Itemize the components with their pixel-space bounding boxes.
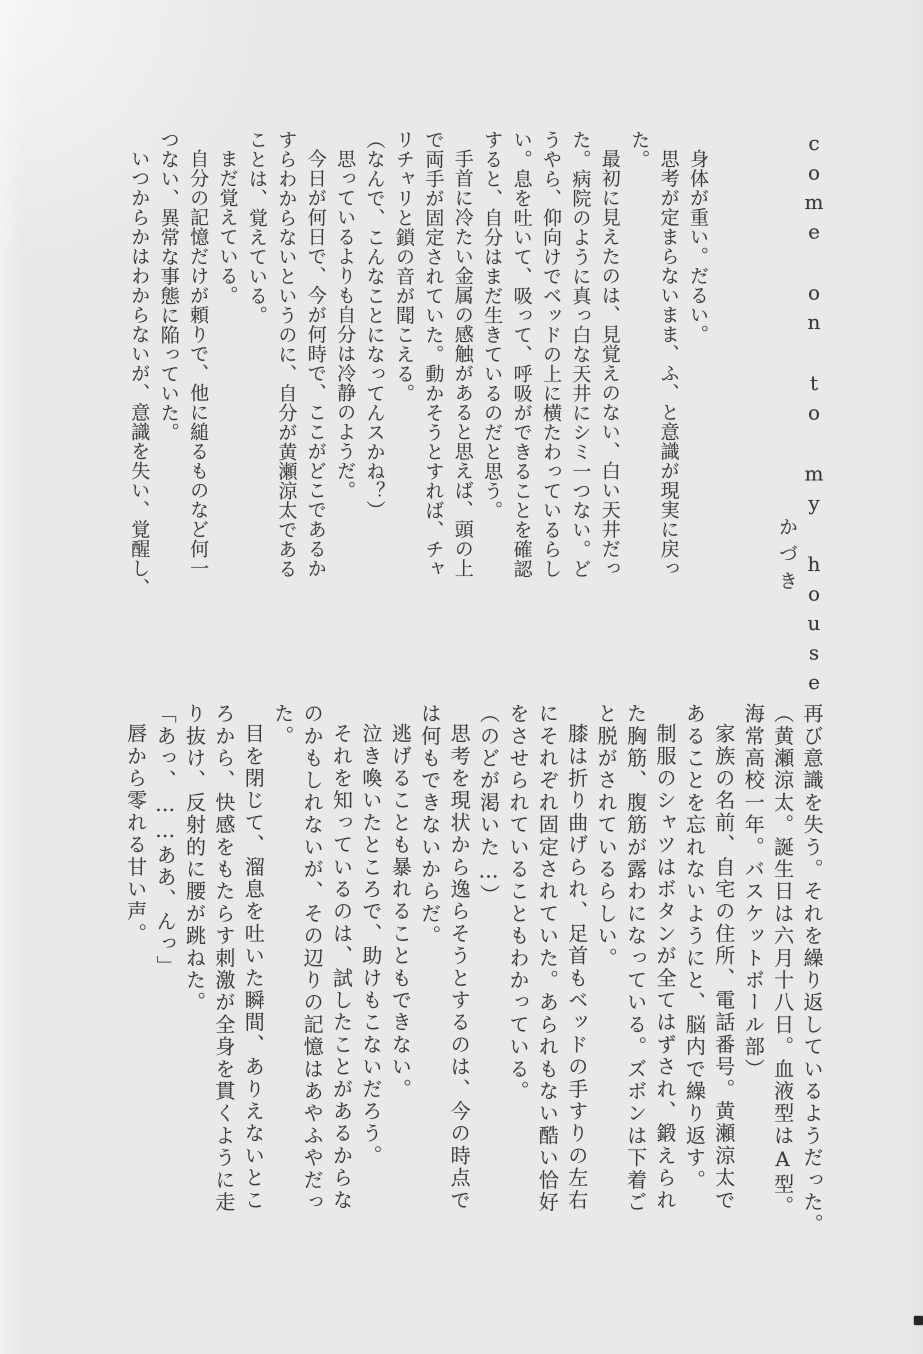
text-column: それを知っているのは、試したことがあるからな — [329, 723, 354, 1212]
text-column: り抜け、反射的に腰が跳ねた。 — [182, 703, 207, 1014]
text-column: まだ覚えている。 — [216, 149, 239, 305]
author-name: かづき — [776, 517, 798, 598]
text-column: うやら、仰向けでベッドの上に横たわっているらし — [539, 130, 562, 579]
text-column: 膝は折り曲げられ、足首もベッドの手すりの左右 — [564, 723, 589, 1212]
text-column: 制服のシャツはボタンが全てはずされ、鍛えられ — [652, 723, 677, 1212]
text-column: 身体が重い。だるい。 — [687, 149, 709, 344]
text-column: 手首に冷たい金属の感触があると思えば、頭の上 — [451, 149, 474, 578]
text-column: た。 — [270, 703, 295, 748]
story-title: come on to my house — [802, 131, 826, 700]
text-column: あることを忘れないようにと、脳内で繰り返す。 — [682, 703, 707, 1192]
text-column: 目を閉じて、溜息を吐いた瞬間、ありえないとこ — [241, 723, 266, 1212]
text-column: にそれぞれ固定されていた。あられもない酷い恰好 — [535, 703, 560, 1214]
text-column: をさせられていることもわかっている。 — [505, 703, 530, 1103]
text-column: つない、異常な事態に陥っていた。 — [157, 130, 180, 442]
text-column: すらわからないというのに、自分が黄瀬涼太である — [275, 130, 298, 579]
text-column: 再び意識を失う。それを繰り返しているようだった。 — [800, 703, 824, 1236]
text-column: 泣き喚いたところで、助けもこないだろう。 — [358, 723, 383, 1167]
text-column: （黄瀬涼太。誕生日は六月十八日。血液型はA型。 — [770, 703, 795, 1218]
text-column: 海常高校一年。バスケットボール部） — [741, 703, 766, 1081]
text-column: で両手が固定されていた。動かそうとすれば、チャ — [422, 130, 445, 579]
text-column: ことは、覚えている。 — [245, 130, 268, 325]
text-column: 「あっ、……ああ、んっ」 — [153, 703, 178, 978]
text-column: のかもしれないが、その辺りの記憶はあやふやだっ — [300, 703, 325, 1214]
title-block — [774, 131, 827, 700]
text-column: 唇から零れる甘い声。 — [123, 723, 148, 945]
text-column: 思考が定まらないまま、ふ、と意識が現実に戻っ — [657, 149, 680, 578]
text-column: と脱がされているらしい。 — [594, 703, 619, 970]
text-column: 自分の記憶だけが頼りで、他に縋るものなど何一 — [187, 149, 210, 578]
text-column: ろから、快感をもたらす刺激が全身を貫くように走 — [211, 703, 236, 1214]
text-column: いつからかはわからないが、意識を失い、覚醒し、 — [128, 149, 151, 598]
text-column: 家族の名前、自宅の住所、電話番号。黄瀬涼太で — [711, 723, 736, 1212]
text-column: 最初に見えたのは、見覚えのない、白い天井だっ — [598, 149, 621, 578]
text-column: リチャリと鎖の音が聞こえる。 — [392, 130, 415, 403]
text-column: 今日が何日で、今が何時で、ここがどこであるか — [304, 149, 327, 578]
text-column: は何もできないからだ。 — [417, 703, 442, 948]
text-column: た。病院のように真っ白な天井にシミ一つない。ど — [569, 130, 592, 579]
text-column: た胸筋、腹筋が露わになっている。ズボンは下着ご — [623, 703, 648, 1214]
text-column: 思っているよりも自分は冷静のようだ。 — [334, 149, 357, 500]
text-column: 思考を現状から逸らそうとするのは、今の時点で — [447, 723, 472, 1212]
top-text-block — [123, 130, 712, 604]
text-column: （なんで、こんなことになってんスかね？） — [363, 130, 386, 520]
page-edge-mark — [914, 1316, 923, 1325]
text-column: すると、自分はまだ生きているのだと思う。 — [481, 130, 504, 520]
text-column: た。 — [628, 130, 651, 169]
text-column: （のどが渇いた…） — [476, 703, 501, 907]
bottom-text-block — [119, 703, 826, 1241]
text-column: い。息を吐いて、吸って、呼吸ができることを確認 — [510, 130, 533, 579]
text-column: 逃げることも暴れることもできない。 — [388, 723, 413, 1101]
